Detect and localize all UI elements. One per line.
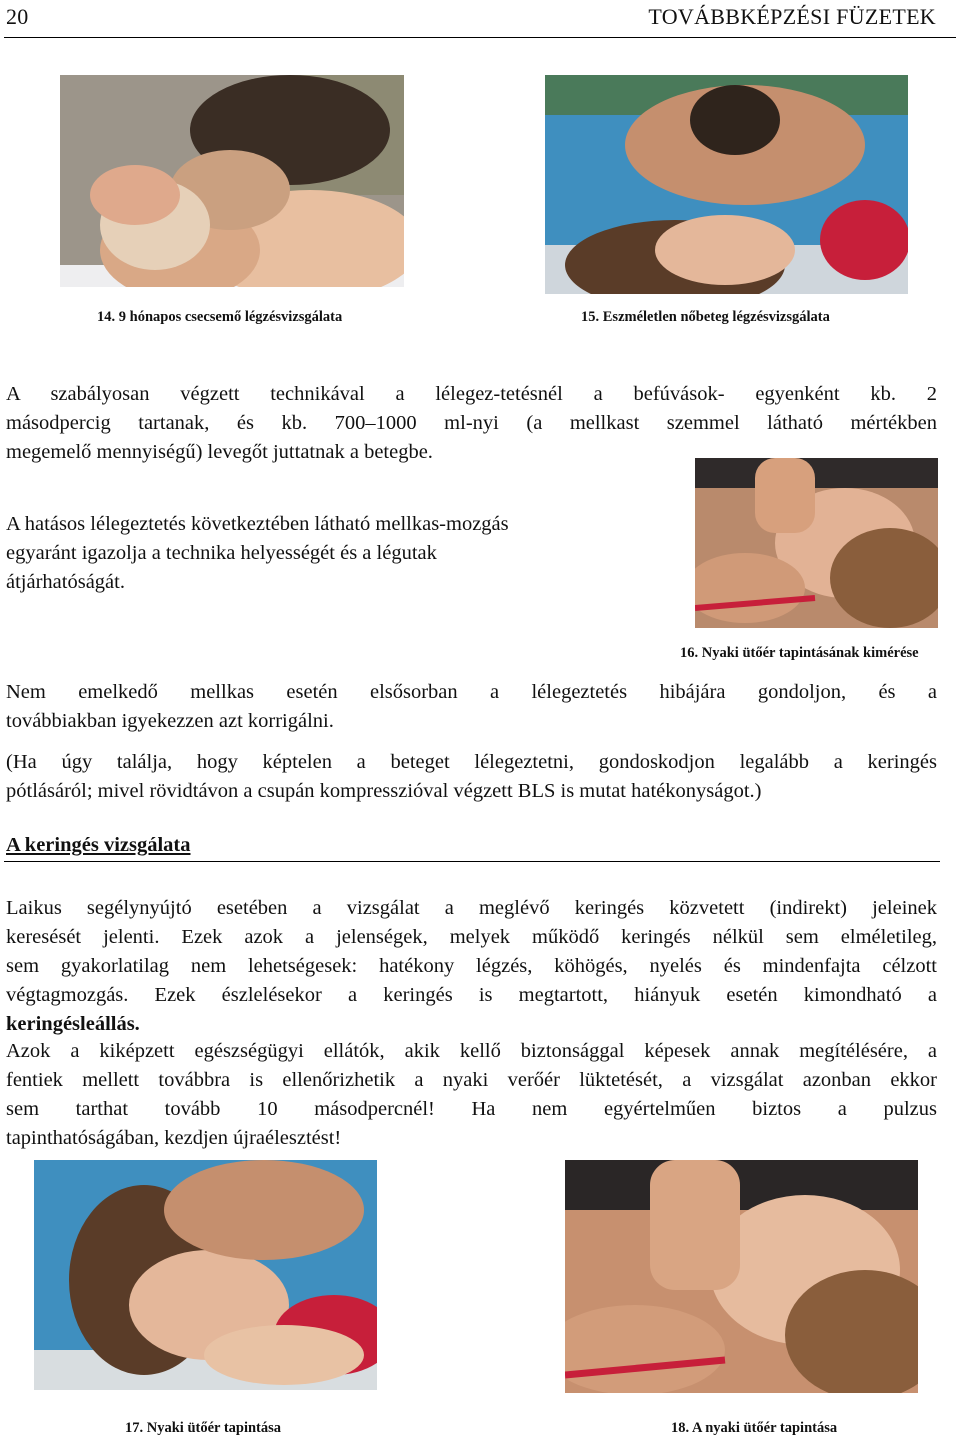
text-line: megemelő mennyiségű) levegőt juttatnak a betegbe. bbox=[6, 441, 433, 463]
text-line: tapinthatóságában, kezdjen újraélesztést! bbox=[6, 1127, 342, 1149]
photo-carotid-pulse-1 bbox=[34, 1160, 377, 1390]
text-line: fentiek mellett továbbra is ellenőrizhetik a nyaki verőér lüktetését, a vizsgálat azonban ekkor bbox=[6, 1069, 937, 1091]
caption-fig15: 15. Eszméletlen nőbeteg légzésvizsgálata bbox=[581, 309, 830, 325]
text-line: keresését jelenti. Ezek azok a jelenségek, melyek működő keringés nélkül sem elméletileg, bbox=[6, 926, 937, 948]
caption-fig17: 17. Nyaki ütőér tapintása bbox=[125, 1420, 282, 1436]
paragraph-pulse-check bbox=[6, 1037, 937, 1153]
bold-term: keringésleállás. bbox=[6, 1013, 140, 1035]
section-rule bbox=[4, 861, 940, 862]
text-line: (Ha úgy találja, hogy képtelen a beteget lélegeztetni, gondoskodjon legalább a keringés bbox=[6, 751, 937, 773]
caption-fig14: 14. 9 hónapos csecsemő légzésvizsgálata bbox=[97, 309, 343, 325]
header-rule bbox=[4, 37, 956, 38]
text-line: Nem emelkedő mellkas esetén elsősorban a lélegeztetés hibájára gondoljon, és a bbox=[6, 681, 937, 703]
caption-fig18: 18. A nyaki ütőér tapintása bbox=[671, 1420, 838, 1436]
paragraph-compression-only bbox=[6, 748, 937, 806]
running-title: TOVÁBBKÉPZÉSI FÜZETEK bbox=[648, 4, 936, 29]
text-line: pótlásáról; mivel rövidtávon a csupán kompresszióval végzett BLS is mutat hatékonyságot.) bbox=[6, 780, 762, 802]
text-line: Azok a kiképzett egészségügyi ellátók, akik kellő biztonsággal képesek annak megítélésére, a bbox=[6, 1040, 937, 1062]
paragraph-effective-ventilation bbox=[6, 510, 616, 597]
photo-carotid-pulse-measurement bbox=[695, 458, 938, 628]
text-line: sem gyakorlatilag nem lehetségesek: hatékony légzés, köhögés, nyelés és mindenfajta célzott bbox=[6, 955, 937, 977]
text-line: egyaránt igazolja a technika helyességét és a légutak bbox=[6, 542, 437, 564]
photo-woman-breathing-check bbox=[545, 75, 908, 294]
photo-infant-breathing-check bbox=[60, 75, 404, 287]
page-number: 20 bbox=[6, 4, 29, 29]
paragraph-circulation-signs bbox=[6, 894, 937, 1039]
paragraph-chest-not-rising bbox=[6, 678, 937, 736]
text-line: sem tarthat tovább 10 másodpercnél! Ha nem egyértelműen biztos a pulzus bbox=[6, 1098, 937, 1120]
photo-carotid-pulse-2 bbox=[565, 1160, 918, 1393]
text-line: Laikus segélynyújtó esetében a vizsgálat a meglévő keringés közvetett (indirekt) jeleinek bbox=[6, 897, 937, 919]
text-line: A hatásos lélegeztetés következtében látható mellkas-mozgás bbox=[6, 513, 509, 535]
caption-fig16: 16. Nyaki ütőér tapintásának kimérése bbox=[680, 645, 919, 661]
text-line: végtagmozgás. Ezek észlelésekor a keringés is megtartott, hiányuk esetén kimondható a bbox=[6, 984, 937, 1006]
text-line: átjárhatóságát. bbox=[6, 571, 125, 593]
section-heading: A keringés vizsgálata bbox=[6, 834, 191, 856]
text-line: A szabályosan végzett technikával a lélegez-tetésnél a befúvások- egyenként kb. 2 bbox=[6, 383, 937, 405]
text-line: másodpercig tartanak, és kb. 700–1000 ml-nyi (a mellkast szemmel látható mértékben bbox=[6, 412, 937, 434]
paragraph-ventilation-technique bbox=[6, 380, 937, 467]
text-line: továbbiakban igyekezzen azt korrigálni. bbox=[6, 710, 334, 732]
